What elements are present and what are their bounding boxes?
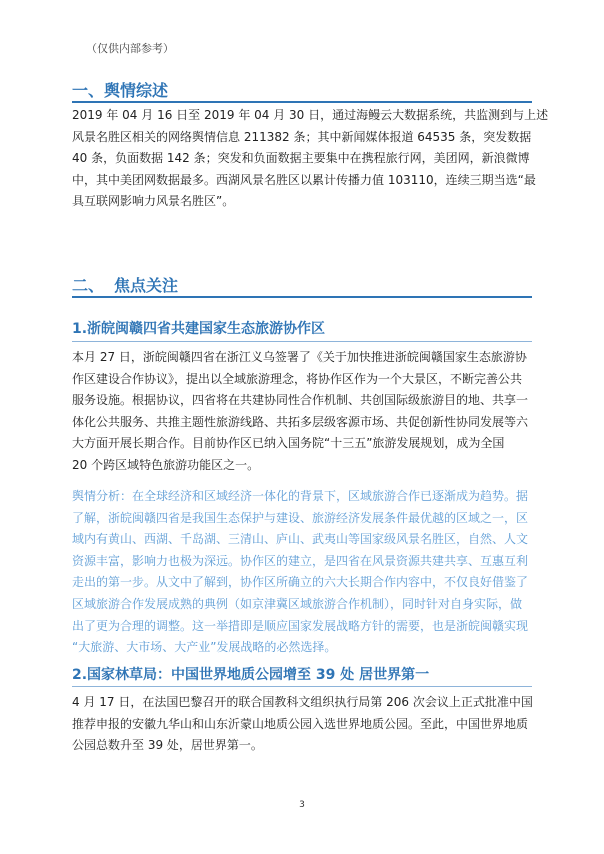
- text-line: 风景名胜区相关的网络舆情信息 211382 条；其中新闻媒体报道 64535 条，突发数据: [72, 129, 532, 144]
- section-divider: [72, 296, 532, 298]
- text-line: 大方面开展长期合作。目前协作区已纳入国务院“十三五”旅游发展规划，成为全国: [72, 436, 505, 451]
- item-divider: [72, 686, 532, 687]
- text-line: 体化公共服务、共推主题性旅游线路、共拓多层级客源市场、共促创新性协同发展等六: [72, 414, 529, 429]
- page-number: 3: [299, 800, 305, 810]
- item2-body-paragraph: [72, 692, 540, 757]
- text-line: 20 个跨区域特色旅游功能区之一。: [72, 457, 260, 472]
- text-line: 本月 27 日，浙皖闽赣四省在浙江义乌签署了《关于加快推进浙皖闽赣国家生态旅游协: [72, 350, 527, 364]
- text-line: 作区建设合作协议》，提出以全域旅游理念，将协作区作为一个大景区，不断完善公共: [72, 371, 523, 386]
- text-line: 推荐申报的安徽九华山和山东沂蒙山地质公园入选世界地质公园。至此，中国世界地质: [72, 716, 529, 731]
- text-line: 走出的第一步。从文中了解到，协作区所确立的六大长期合作内容中，不仅良好借鉴了: [72, 575, 529, 590]
- item-heading-eco-tourism: 1.浙皖闽赣四省共建国家生态旅游协作区: [72, 321, 326, 337]
- text-line: 域内有黄山、西湖、千岛湖、三清山、庐山、武夷山等国家级风景名胜区，自然、人文: [72, 532, 529, 547]
- text-line: 了解，浙皖闽赣四省是我国生态保护与建设、旅游经济发展条件最优越的区域之一，区: [72, 510, 529, 525]
- section-number: 二、: [72, 276, 105, 295]
- text-line: 2019 年 04 月 16 日至 2019 年 04 月 30 日，通过海鳗云大数据系统，共监测到与上述: [72, 108, 549, 122]
- section-title: 焦点关注: [114, 276, 179, 295]
- item1-body-paragraph: [72, 347, 540, 477]
- internal-reference-note: （仅供内部参考）: [86, 42, 174, 55]
- section-heading-overview: 一、舆情综述: [72, 81, 169, 100]
- text-line: 40 条，负面数据 142 条；突发和负面数据主要集中在携程旅行网，美团网，新浪微博: [72, 151, 530, 166]
- text-line: 公园总数升至 39 处，居世界第一。: [72, 738, 263, 753]
- text-line: 具互联网影响力风景名胜区”。: [72, 194, 235, 209]
- text-line: 资源丰富，影响力也极为深远。协作区的建立，是四省在风景资源共建共享、互惠互利: [72, 553, 529, 568]
- item-heading-geoparks: 2.国家林草局：中国世界地质公园增至 39 处 居世界第一: [72, 667, 430, 683]
- section-divider: [72, 101, 532, 103]
- item-divider: [72, 341, 532, 342]
- text-line: 4 月 17 日，在法国巴黎召开的联合国教科文组织执行局第 206 次会议上正式批准中国: [72, 695, 533, 709]
- text-line: “大旅游、大市场、大产业”发展战略的必然选择。: [72, 640, 337, 655]
- text-line: 中，其中美团网数据最多。西湖风景名胜区以累计传播力值 103110，连续三期当选“最: [72, 172, 536, 187]
- text-line: 舆情分析：在全球经济和区域经济一体化的背景下，区域旅游合作已逐渐成为趋势。据: [72, 489, 529, 503]
- text-line: 服务设施。根据协议，四省将在共建协同性合作机制、共创国际级旅游目的地、共享一: [72, 393, 529, 408]
- section-heading-focus: [72, 273, 178, 296]
- text-line: 出了更为合理的调整。这一举措即是顺应国家发展战略方针的需要，也是浙皖闽赣实现: [72, 618, 529, 633]
- text-line: 区域旅游合作发展成熟的典例（如京津冀区域旅游合作机制），同时针对自身实际，做: [72, 596, 523, 611]
- overview-paragraph: [72, 105, 549, 213]
- item1-analysis-paragraph: [72, 486, 540, 659]
